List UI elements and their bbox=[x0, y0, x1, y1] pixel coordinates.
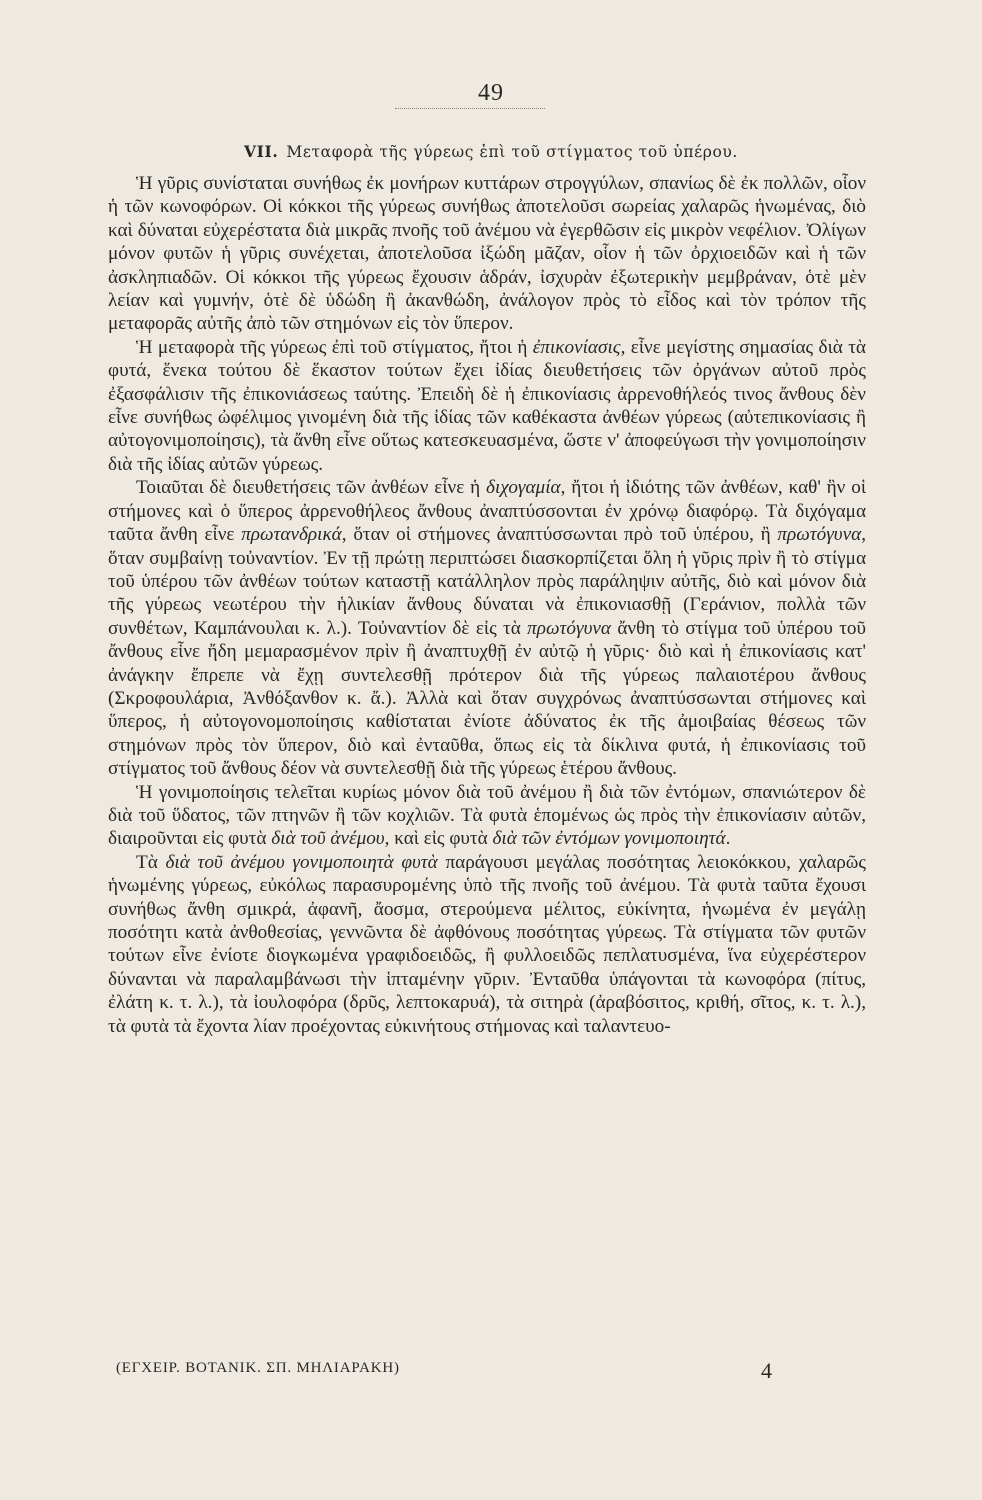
italic-term: διὰ τοῦ ἀνέμου bbox=[271, 828, 385, 850]
footer-note: (ΕΓΧΕΙΡ. ΒΟΤΑΝΙΚ. ΣΠ. ΜΗΛΙΑΡΑΚΗ) bbox=[116, 1360, 400, 1376]
page-number: 49 bbox=[478, 80, 504, 106]
paragraph bbox=[108, 476, 866, 780]
text-run: . bbox=[725, 828, 731, 850]
text-run: Ἡ γῦρις συνίσταται συνήθως ἐκ μονήρων κυττάρων στρογγύλων, σπανίως δὲ ἐκ πολλῶν, οἷον ἡ τῶν κωνοφόρων. Οἱ κόκκοι τῆς γύρεως συνήθως ἀποτελοῦσι σωρείας χαλαρῶς ἡνωμένας, διὸ καὶ δύναται εὐχερέστατα διὰ μικρᾶς πνοῆς τοῦ ἀνέμου νὰ ἐγερθῶσιν εἰς μικρὸν νεφέλιον. Ὀλίγων μόνον φυτῶν ἡ γῦρις συνέχεται, ἀποτελοῦσα ἰξώδη μᾶζαν, οἷον ἡ τῶν ὀρχιοειδῶν καὶ ἡ τῶν ἀσκληπιαδῶν. Οἱ κόκκοι τῆς γύρεως ἔχουσιν ἁδράν, ἰσχυρὰν ἐξωτερικὴν μεμβράναν, ὁτὲ μὲν λείαν καὶ γυμνήν, ὁτὲ δὲ ὑδώδη ἢ ἀκανθώδη, ἀνάλογον πρὸς τὸ εἶδος καὶ τὸν τρόπον τῆς μεταφορᾶς αὐτῆς ἀπὸ τῶν στημόνων εἰς τὸν ὕπερον. bbox=[108, 173, 866, 335]
text-run: , καὶ εἰς φυτὰ bbox=[384, 828, 493, 850]
italic-term: ἐπικονίασις bbox=[532, 336, 621, 358]
italic-term: διὰ τοῦ ἀνέμου γονιμοποιητὰ φυτὰ bbox=[165, 851, 438, 873]
italic-term: πρωτανδρικά bbox=[241, 524, 342, 546]
text-run: Τοιαῦται δὲ διευθετήσεις τῶν ἀνθέων εἶνε ἡ bbox=[136, 477, 487, 499]
italic-term: διὰ τῶν ἐντόμων γονιμοποιητά bbox=[492, 828, 726, 850]
section-heading bbox=[0, 142, 982, 161]
page-footer bbox=[116, 1358, 782, 1383]
paragraph bbox=[108, 336, 866, 476]
text-run: , ἤτοι ἡ ἰδιότης τῶν ἀνθέων, καθ' ἣν οἱ στήμονες καὶ ὁ ὕπερος ἀρρενοθήλεος ἄνθους ἀναπτύσσονται ἐν χρόνῳ διαφόρῳ. Τὰ διχόγαμα ταῦτα ἄνθη εἶνε bbox=[108, 477, 866, 546]
text-run: Ἡ γονιμοποίησις τελεῖται κυρίως μόνον διὰ τοῦ ἀνέμου ἢ διὰ τῶν ἐντόμων, σπανιώτερον δὲ διὰ τοῦ ὕδατος, τῶν πτηνῶν ἢ τῶν κοχλιῶν. Τὰ φυτὰ ἑπομένως ὡς πρὸς τὴν ἐπικονίασιν αὐτῶν, διαιροῦνται εἰς φυτὰ bbox=[108, 781, 866, 850]
paragraph bbox=[108, 781, 866, 851]
section-title-text: Μεταφορὰ τῆς γύρεως ἐπὶ τοῦ στίγματος τοῦ ὑπέρου. bbox=[286, 143, 738, 161]
signature-mark: 4 bbox=[761, 1358, 772, 1383]
paragraph bbox=[108, 172, 866, 336]
text-run: , ὅταν συμβαίνῃ τοὐναντίον. Ἐν τῇ πρώτῃ περιπτώσει διασκορπίζεται ὅλη ἡ γῦρις πρὶν ἢ τὸ στίγμα τοῦ ὑπέρου τῶν ἀνθέων τούτων καταστῇ κατάλληλον πρὸς παράληψιν αὐτῆς, διὸ καὶ μόνον διὰ τῆς γύρεως νεωτέρου τὴν ἡλικίαν ἄνθους δύναται νὰ ἐπικονιασθῇ (Γεράνιον, πολλὰ τῶν συνθέτων, Καμπάνουλαι κ. λ.). Τοὐναντίον δὲ εἰς τὰ bbox=[108, 524, 866, 639]
text-run: , ὅταν οἱ στήμονες ἀναπτύσσωνται πρὸ τοῦ ὑπέρου, ἢ bbox=[341, 524, 778, 546]
italic-term: πρωτόγυνα bbox=[527, 617, 611, 639]
italic-term: διχογαμία bbox=[486, 477, 561, 499]
text-run: Τὰ bbox=[136, 851, 166, 873]
text-run: , εἶνε μεγίστης σημασίας διὰ τὰ φυτά, ἕνεκα τούτου δὲ ἕκαστον τούτων ἔχει ἰδίας διευθετήσεις τῶν ὀργάνων αὐτοῦ πρὸς ἐξασφάλισιν τῆς ἐπικονιάσεως ταύτης. Ἐπειδὴ δὲ ἡ ἐπικονίασις ἀρρενοθήλεός τινος ἄνθους δὲν εἶνε συνήθως ὠφέλιμος γινομένη διὰ τῆς ἰδίας τῶν καθέκαστα ἀνθέων γύρεως (αὐτεπικονίασις ἢ αὐτογονιμοποίησις), τὰ ἄνθη εἶνε οὕτως κατεσκευασμένα, ὥστε ν' ἀποφεύγωσι τὴν γονιμοποίησιν διὰ τῆς ἰδίας αὐτῶν γύρεως. bbox=[108, 336, 866, 475]
paragraph bbox=[108, 851, 866, 1038]
section-numeral: VII. bbox=[244, 142, 279, 161]
text-run: Ἡ μεταφορὰ τῆς γύρεως ἐπὶ τοῦ στίγματος, ἤτοι ἡ bbox=[136, 336, 533, 358]
text-run: ἄνθη τὸ στίγμα τοῦ ὑπέρου τοῦ ἄνθους εἶνε ἤδη μεμαρασμένον πρὶν ἢ ἀναπτυχθῇ ἐν αὐτῷ ἡ γῦρις· διὸ καὶ ἡ ἐπικονίασις κατ' ἀνάγκην ἔπρεπε νὰ ἔχῃ συντελεσθῇ πρότερον διὰ τῆς γύρεως παλαιοτέρου ἄνθους (Σκροφουλάρια, Ἀνθόξανθον κ. ἄ.). Ἀλλὰ καὶ ὅταν συγχρόνως ἀναπτύσσωνται στήμονες καὶ ὕπερος, ἡ αὐτογονομοποίησις καθίσταται ἐνίοτε ἀδύνατος ἐκ τῆς ἀμοιβαίας θέσεως τῶν στημόνων πρὸς τὸν ὕπερον, διὸ καὶ ἐνταῦθα, ὅπως εἰς τὰ δίκλινα φυτά, ἡ ἐπικονίασις τοῦ στίγματος τοῦ ἄνθους δέον νὰ συντελεσθῇ διὰ τῆς γύρεως ἑτέρου ἄνθους. bbox=[108, 617, 866, 780]
text-run: παράγουσι μεγάλας ποσότητας λειοκόκκου, χαλαρῶς ἡνωμένης γύρεως, εὐκόλως παρασυρομένης ὑπὸ τῆς πνοῆς τοῦ ἀνέμου. Τὰ φυτὰ ταῦτα ἔχουσι συνήθως ἄνθη σμικρά, ἀφανῆ, ἄοσμα, στερούμενα μέλιτος, εὐκίνητα, ἡνωμένα ἐν μεγάλῃ ποσότητι κατὰ ἀνθοθεσίας, γεννῶντα δὲ ἀφθόνους ποσότητας γύρεως. Τὰ στίγματα τῶν φυτῶν τούτων εἶνε ἐνίοτε διογκωμένα γραφιδοειδῶς, ἢ φυλλοειδῶς πεπλατυσμένα, ἵνα εὐχερέστερον δύνανται νὰ παραλαμβάνωσι τὴν ἱπταμένην γῦριν. Ἐνταῦθα ὑπάγονται τὰ κωνοφόρα (πίτυς, ἐλάτη κ. τ. λ.), τὰ ἰουλοφόρα (δρῦς, λεπτοκαρυά), τὰ σιτηρὰ (ἀραβόσιτος, κριθή, σῖτος, κ. τ. λ.), τὰ φυτὰ τὰ ἔχοντα λίαν προέχοντας εὐκινήτους στήμονας καὶ ταλαντευο- bbox=[108, 851, 866, 1037]
body-text bbox=[108, 172, 866, 1038]
header-rule bbox=[395, 108, 545, 109]
italic-term: πρωτόγυνα bbox=[777, 524, 862, 546]
